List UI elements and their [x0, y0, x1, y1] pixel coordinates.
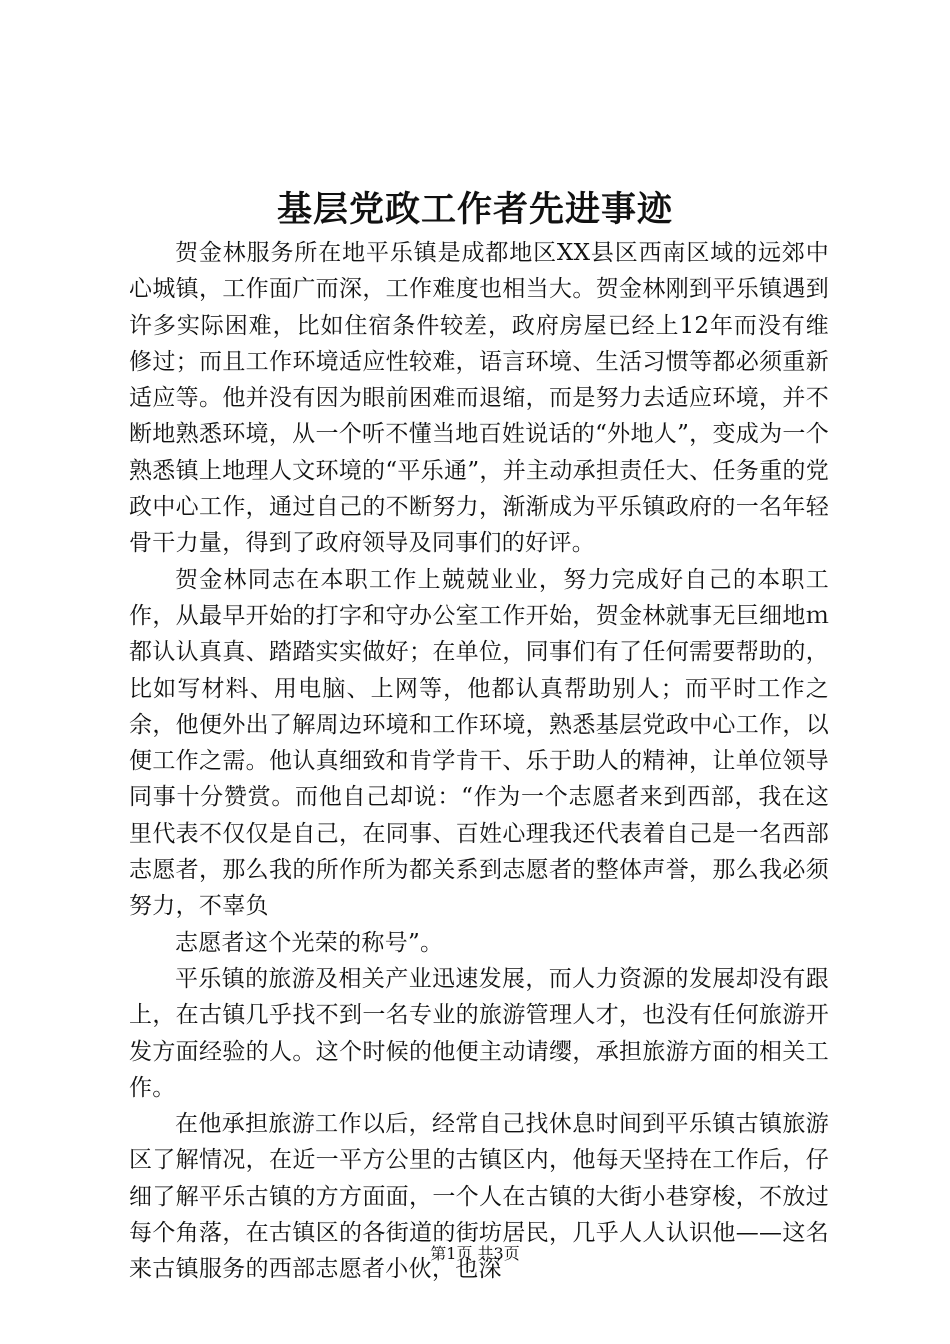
page-number-footer: 第1页 共3页	[430, 1244, 520, 1263]
document-body	[129, 235, 829, 1288]
paragraph: 平乐镇的旅游及相关产业迅速发展，而人力资源的发展却没有跟上，在古镇几乎找不到一名专业的旅游管理人才，也没有任何旅游开发方面经验的人。这个时候的他便主动请缨，承担旅游方面的相关工作。	[129, 965, 829, 1101]
document-title: 基层党政工作者先进事迹	[276, 189, 673, 230]
paragraph: 志愿者这个光荣的称号”。	[175, 929, 444, 956]
paragraph: 贺金林服务所在地平乐镇是成都地区XX县区西南区域的远郊中心城镇，工作面广而深，工作难度也相当大。贺金林刚到平乐镇遇到许多实际困难，比如住宿条件较差，政府房屋已经上12年而没有维修过；而且工作环境适应性较难，语言环境、生活习惯等都必须重新适应等。他并没有因为眼前困难而退缩，而是努力去适应环境，并不断地熟悉环境，从一个听不懂当地百姓说话的“外地人”，变成为一个熟悉镇上地理人文环境的“平乐通”，并主动承担责任大、任务重的党政中心工作，通过自己的不断努力，渐渐成为平乐镇政府的一名年轻骨干力量，得到了政府领导及同事们的好评。	[129, 240, 829, 557]
paragraph: 贺金林同志在本职工作上兢兢业业，努力完成好自己的本职工作，从最早开始的打字和守办公室工作开始，贺金林就事无巨细地ｍ都认认真真、踏踏实实做好；在单位，同事们有了任何需要帮助的，比如写材料、用电脑、上网等，他都认真帮助别人；而平时工作之余，他便外出了解周边环境和工作环境，熟悉基层党政中心工作，以便工作之需。他认真细致和肯学肯干、乐于助人的精神，让单位领导同事十分赞赏。而他自己却说：“作为一个志愿者来到西部，我在这里代表不仅仅是自己，在同事、百姓心理我还代表着自己是一名西部志愿者，那么我的所作所为都关系到志愿者的整体声誉，那么我必须努力，不辜负	[129, 566, 829, 920]
paragraph: 在他承担旅游工作以后，经常自己找休息时间到平乐镇古镇旅游区了解情况，在近一平方公里的古镇区内，他每天坚持在工作后，仔细了解平乐古镇的方方面面，一个人在古镇的大街小巷穿梭，不放过每个角落，在古镇区的各街道的街坊居民，几乎人人认识他——这名来古镇服务的西部志愿者小伙，也深	[129, 1111, 829, 1283]
